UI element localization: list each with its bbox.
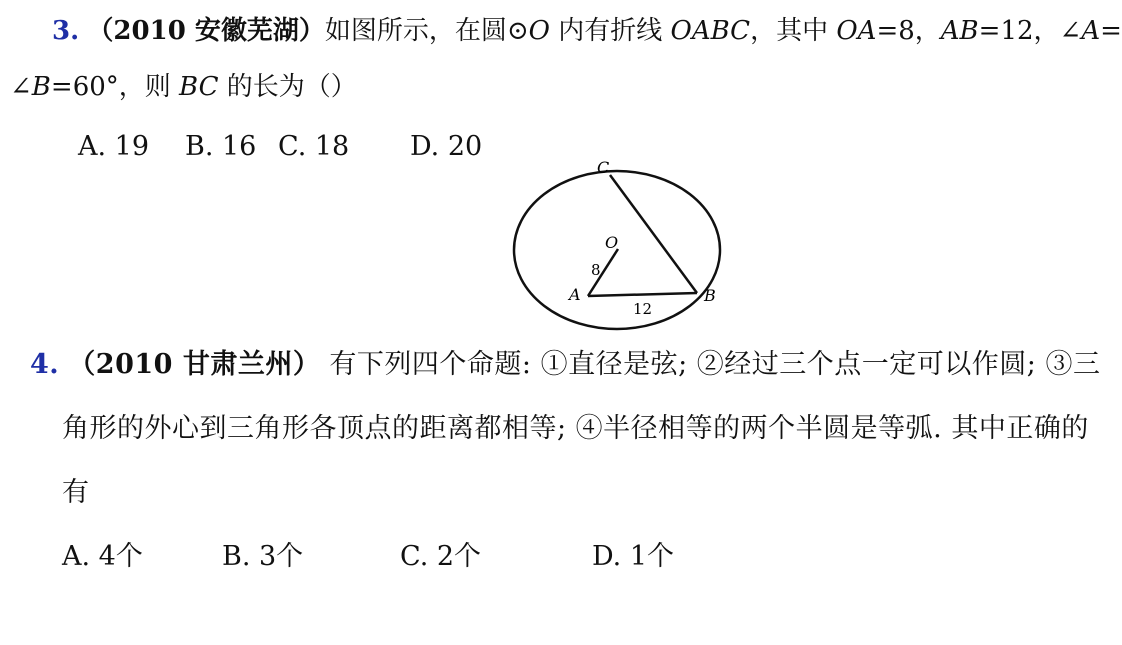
option-c: C. 2个: [400, 541, 482, 572]
point-a-label: A: [569, 285, 581, 304]
angle-b: B: [31, 72, 51, 102]
question-3-line-2: [10, 70, 357, 104]
question-text: =8，: [876, 16, 941, 46]
question-4-line-3: 有: [62, 477, 90, 508]
segment-bc: BC: [179, 72, 219, 102]
length-ab-label: 12: [633, 300, 653, 318]
point-o-label: O: [605, 233, 619, 252]
circle-name: O: [528, 16, 550, 46]
option-a: A. 19: [78, 131, 150, 162]
segment-ab: AB: [940, 16, 979, 46]
question-4-line-1: [30, 348, 1100, 382]
question-number: 4.: [30, 349, 60, 380]
angle-a: A: [1081, 16, 1101, 46]
option-d: D. 20: [410, 131, 483, 162]
question-4-line-2: 角形的外心到三角形各顶点的距离都相等; ④半径相等的两个半圆是等弧. 其中正确的: [62, 413, 1089, 444]
question-number: 3.: [52, 16, 80, 46]
segment-oa: OA: [836, 16, 877, 46]
question-text: 有下列四个命题: ①直径是弦; ②经过三个点一定可以作圆; ③三: [329, 349, 1101, 380]
question-text: 内有折线: [549, 16, 671, 46]
point-b-label: B: [704, 286, 716, 305]
option-b: B. 3个: [222, 541, 304, 572]
polyline-name: OABC: [670, 16, 751, 46]
option-b: B. 16: [185, 131, 257, 162]
question-text: ，其中: [750, 16, 837, 46]
length-oa-label: 8: [591, 261, 601, 279]
question-source: （2010 甘肃兰州）: [68, 349, 321, 380]
question-3-line-1: [52, 14, 1122, 48]
question-text: =12，∠: [978, 16, 1082, 46]
option-d: D. 1个: [592, 541, 675, 572]
circle-figure: [505, 155, 730, 330]
point-c-label: C: [597, 158, 610, 177]
question-text: =: [1100, 16, 1122, 46]
option-a: A. 4个: [62, 541, 143, 572]
question-text: 如图所示，在圆⊙: [324, 16, 529, 46]
question-text: =60°，则: [50, 72, 180, 102]
option-c: C. 18: [278, 131, 350, 162]
question-text: ∠: [10, 72, 32, 102]
question-source: （2010 安徽芜湖）: [87, 16, 325, 46]
question-text: 的长为（）: [218, 72, 357, 102]
segment-bc-line: [610, 175, 697, 293]
segment-ab-line: [588, 293, 697, 296]
